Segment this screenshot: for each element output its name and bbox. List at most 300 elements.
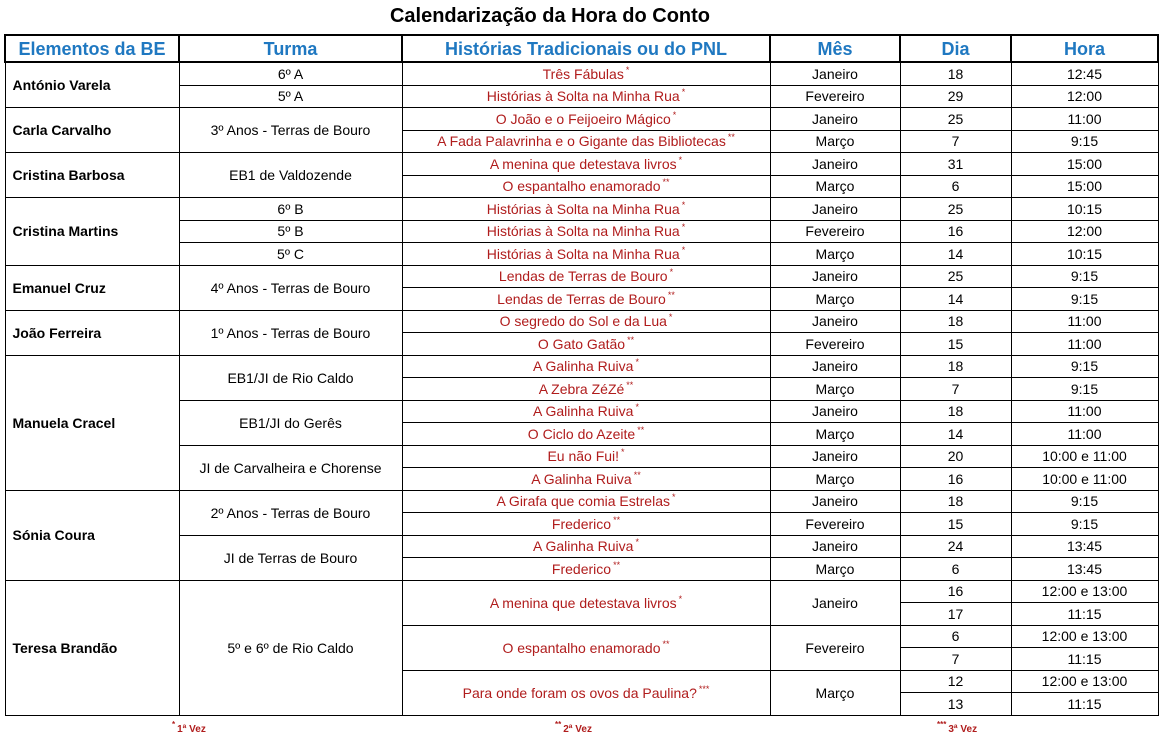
table-cell [900, 243, 1011, 266]
footnote-mark: * [635, 357, 639, 368]
table-body [5, 62, 1158, 715]
cell-text: 29 [947, 88, 964, 105]
table-row [5, 62, 1158, 85]
cell-text: Março [815, 425, 855, 442]
table-cell [770, 310, 900, 333]
table-cell [1011, 693, 1158, 716]
table-cell [1011, 400, 1158, 423]
story-cell [402, 625, 770, 670]
cell-text: Fevereiro [805, 515, 865, 532]
member-name-cell [5, 198, 179, 266]
story-cell [402, 265, 770, 288]
cell-text: A menina que detestava livros [489, 155, 677, 172]
cell-text: Manuela Cracel [12, 414, 116, 431]
table-cell [1011, 580, 1158, 603]
cell-text: Janeiro [812, 403, 858, 420]
cell-text: A Fada Palavrinha e o Gigante das Bibliotecas [437, 133, 726, 150]
cell-text: 16 [947, 470, 964, 487]
member-name-cell [5, 580, 179, 715]
table-row [5, 310, 1158, 333]
table-cell [1011, 558, 1158, 581]
table-cell [1011, 378, 1158, 401]
table-cell [1011, 535, 1158, 558]
cell-text: Janeiro [812, 155, 858, 172]
header-cell: Turma [179, 35, 402, 62]
cell-text: JI de Terras de Bouro [223, 549, 358, 566]
table-cell [179, 85, 402, 108]
cell-text: Fevereiro [805, 335, 865, 352]
cell-text: 5º B [277, 223, 304, 240]
footnote-mark: * [678, 154, 683, 165]
cell-text: A Zebra ZéZé [538, 380, 625, 397]
table-cell [900, 670, 1011, 693]
cell-text: 15 [947, 335, 964, 352]
table-cell [900, 580, 1011, 603]
table-cell [179, 535, 402, 580]
table-cell [900, 535, 1011, 558]
cell-text: 6 [951, 178, 960, 195]
cell-text: 5º e 6º de Rio Caldo [227, 639, 354, 656]
footnote-mark: * [678, 593, 683, 604]
header-cell: Hora [1011, 35, 1158, 62]
cell-text: O Ciclo do Azeite [527, 425, 636, 442]
table-cell [1011, 220, 1158, 243]
cell-text: 6º B [277, 200, 304, 217]
table-cell [770, 355, 900, 378]
cell-text: 12:00 e 13:00 [1041, 673, 1128, 690]
footnote-mark: * [668, 312, 673, 323]
legend-item: *** 3ª Vez [937, 720, 978, 735]
table-cell [770, 445, 900, 468]
cell-text: 9:15 [1070, 358, 1099, 375]
table-cell [770, 175, 900, 198]
cell-text: Janeiro [812, 200, 858, 217]
cell-text: Janeiro [812, 268, 858, 285]
table-cell [900, 85, 1011, 108]
cell-text: 14 [947, 290, 964, 307]
table-cell [770, 62, 900, 85]
table-cell [900, 288, 1011, 311]
table-cell [900, 648, 1011, 671]
cell-text: 18 [947, 403, 964, 420]
header-cell: Elementos da BE [5, 35, 179, 62]
footnote-mark: * [635, 537, 639, 548]
cell-text: Março [815, 560, 855, 577]
footnote-mark: ** [613, 559, 621, 570]
table-cell [900, 513, 1011, 536]
cell-text: Fevereiro [805, 88, 865, 105]
cell-text: João Ferreira [12, 324, 102, 341]
cell-text: O segredo do Sol e da Lua [499, 313, 667, 330]
table-cell [900, 468, 1011, 491]
table-cell [1011, 625, 1158, 648]
cell-text: 10:15 [1066, 245, 1103, 262]
cell-text: 31 [947, 155, 964, 172]
cell-text: O espantalho enamorado [502, 639, 661, 656]
page-title: Calendarização da Hora do Conto [389, 5, 711, 27]
table-cell [770, 153, 900, 176]
table-cell [1011, 445, 1158, 468]
table-cell [1011, 130, 1158, 153]
table-cell [1011, 108, 1158, 131]
table-cell [770, 198, 900, 221]
story-cell [402, 62, 770, 85]
cell-text: 18 [947, 313, 964, 330]
member-name-cell [5, 355, 179, 490]
story-cell [402, 468, 770, 491]
table-row [5, 355, 1158, 378]
table-cell [179, 310, 402, 355]
story-cell [402, 513, 770, 536]
story-cell [402, 558, 770, 581]
cell-text: 18 [947, 358, 964, 375]
story-cell [402, 445, 770, 468]
cell-text: O João e o Feijoeiro Mágico [495, 110, 671, 127]
story-cell [402, 198, 770, 221]
cell-text: 12:00 e 13:00 [1041, 583, 1128, 600]
table-cell [179, 265, 402, 310]
member-name-cell [5, 62, 179, 108]
cell-text: 3º Anos - Terras de Bouro [210, 122, 371, 138]
table-row [5, 580, 1158, 603]
table-cell [1011, 85, 1158, 108]
table-row [5, 265, 1158, 288]
footnote-mark: ** [727, 132, 735, 143]
footnote-mark: * [672, 109, 677, 120]
table-cell [1011, 490, 1158, 513]
story-cell [402, 288, 770, 311]
cell-text: 12 [947, 673, 964, 690]
cell-text: Lendas de Terras de Bouro [497, 290, 666, 307]
cell-text: 24 [947, 538, 964, 555]
table-cell [900, 558, 1011, 581]
table-cell [1011, 265, 1158, 288]
cell-text: Lendas de Terras de Bouro [498, 268, 668, 285]
cell-text: A Girafa que comia Estrelas [496, 493, 670, 510]
table-cell [900, 625, 1011, 648]
story-cell [402, 490, 770, 513]
cell-text: Cristina Martins [12, 223, 119, 240]
cell-text: 11:15 [1067, 650, 1102, 667]
cell-text: 9:15 [1070, 493, 1099, 510]
table-cell [1011, 175, 1158, 198]
table-cell [1011, 670, 1158, 693]
table-cell [770, 288, 900, 311]
table-cell [1011, 153, 1158, 176]
table-cell [1011, 243, 1158, 266]
table-cell [900, 400, 1011, 423]
cell-text: António Varela [12, 77, 111, 93]
cell-text: Março [815, 470, 855, 487]
table-cell [1011, 333, 1158, 356]
cell-text: 25 [947, 200, 964, 217]
table-cell [770, 220, 900, 243]
cell-text: 13:45 [1066, 560, 1103, 577]
table-cell [1011, 513, 1158, 536]
cell-text: 1º Anos - Terras de Bouro [210, 324, 371, 341]
footnote-mark: ** [626, 379, 634, 390]
cell-text: EB1/JI do Gerês [239, 414, 342, 431]
footnote-mark: * [681, 87, 686, 98]
table-cell [179, 490, 402, 535]
cell-text: Janeiro [812, 65, 858, 82]
cell-text: 10:00 e 11:00 [1042, 470, 1127, 487]
table-cell [900, 693, 1011, 716]
table-cell [1011, 423, 1158, 446]
table-cell [770, 490, 900, 513]
table-row [5, 153, 1158, 176]
table-cell [1011, 62, 1158, 85]
header-row [5, 35, 1158, 62]
table-cell [770, 333, 900, 356]
schedule-table [4, 34, 1159, 716]
story-cell [402, 535, 770, 558]
cell-text: 6 [951, 628, 960, 645]
table-cell [179, 243, 402, 266]
cell-text: 6º A [277, 65, 304, 82]
cell-text: Janeiro [812, 313, 858, 330]
table-cell [770, 535, 900, 558]
cell-text: Março [815, 245, 855, 262]
cell-text: 25 [947, 268, 964, 285]
table-cell [770, 378, 900, 401]
table-cell [900, 490, 1011, 513]
table-cell [770, 670, 900, 715]
table-cell [900, 423, 1011, 446]
footnote-mark: ** [667, 289, 675, 300]
cell-text: 11:00 [1067, 425, 1102, 442]
cell-text: Eu não Fui! [547, 448, 620, 465]
story-cell [402, 153, 770, 176]
cell-text: Março [815, 380, 855, 397]
story-cell [402, 243, 770, 266]
cell-text: EB1/JI de Rio Caldo [227, 369, 354, 386]
cell-text: 4º Anos - Terras de Bouro [210, 279, 371, 296]
legend-item: * 1ª Vez [172, 720, 206, 735]
cell-text: 15:00 [1066, 155, 1103, 172]
table-cell [900, 378, 1011, 401]
cell-text: 11:00 [1067, 110, 1102, 127]
table-cell [900, 153, 1011, 176]
table-cell [900, 220, 1011, 243]
story-cell [402, 333, 770, 356]
table-cell [179, 220, 402, 243]
cell-text: 2º Anos - Terras de Bouro [210, 504, 371, 521]
cell-text: 12:45 [1066, 65, 1103, 82]
footnote-mark: ** [662, 638, 670, 649]
table-cell [900, 130, 1011, 153]
cell-text: 15:00 [1066, 178, 1103, 195]
cell-text: 9:15 [1070, 380, 1099, 397]
cell-text: 13:45 [1066, 538, 1103, 555]
table-cell [1011, 310, 1158, 333]
footnote-mark: ** [613, 514, 621, 525]
footnote-mark: * [672, 492, 676, 503]
header-cell: Dia [900, 35, 1011, 62]
table-cell [179, 355, 402, 400]
cell-text: 11:00 [1067, 313, 1102, 330]
cell-text: 7 [951, 650, 960, 667]
story-cell [402, 355, 770, 378]
cell-text: Março [815, 133, 855, 150]
cell-text: JI de Carvalheira e Chorense [199, 459, 382, 476]
cell-text: Emanuel Cruz [12, 279, 106, 296]
cell-text: 10:00 e 11:00 [1042, 448, 1127, 465]
table-cell [900, 175, 1011, 198]
story-cell [402, 85, 770, 108]
table-cell [770, 400, 900, 423]
cell-text: 12:00 [1066, 223, 1103, 240]
cell-text: 18 [947, 65, 964, 82]
table-cell [900, 108, 1011, 131]
footnote-mark: * [681, 244, 686, 255]
cell-text: 7 [951, 133, 960, 150]
cell-text: 25 [947, 110, 964, 127]
cell-text: Março [815, 178, 855, 195]
table-cell [770, 558, 900, 581]
table-cell [770, 513, 900, 536]
header-cell: Histórias Tradicionais ou do PNL [402, 35, 770, 62]
table-cell [1011, 355, 1158, 378]
cell-text: 9:15 [1070, 268, 1099, 285]
table-cell [770, 625, 900, 670]
table-cell [770, 468, 900, 491]
member-name-cell [5, 265, 179, 310]
cell-text: Cristina Barbosa [12, 167, 125, 183]
footnote-mark: * [635, 402, 639, 413]
cell-text: 14 [947, 245, 964, 262]
footnote-mark: * [681, 222, 686, 233]
cell-text: Frederico [551, 560, 612, 577]
table-cell [900, 333, 1011, 356]
table-cell [179, 580, 402, 715]
table-row [5, 108, 1158, 131]
table-cell [900, 62, 1011, 85]
story-cell [402, 175, 770, 198]
table-cell [1011, 468, 1158, 491]
cell-text: Janeiro [812, 493, 858, 510]
header-cell: Mês [770, 35, 900, 62]
member-name-cell [5, 153, 179, 198]
story-cell [402, 580, 770, 625]
cell-text: 15 [947, 515, 964, 532]
table-cell [770, 108, 900, 131]
cell-text: Frederico [551, 515, 612, 532]
cell-text: Janeiro [812, 110, 858, 127]
cell-text: 12:00 [1066, 88, 1103, 105]
cell-text: Sónia Coura [12, 527, 95, 543]
story-cell [402, 423, 770, 446]
cell-text: Carla Carvalho [12, 122, 112, 138]
table-cell [900, 265, 1011, 288]
cell-text: A Galinha Ruiva [531, 470, 632, 487]
member-name-cell [5, 108, 179, 153]
table-cell [900, 355, 1011, 378]
footnote-mark: ** [662, 177, 670, 188]
cell-text: Para onde foram os ovos da Paulina? [462, 684, 697, 701]
table-cell [179, 108, 402, 153]
cell-text: 7 [951, 380, 960, 397]
table-cell [1011, 648, 1158, 671]
cell-text: O Gato Gatão [537, 335, 626, 352]
footnote-mark: ** [627, 334, 635, 345]
cell-text: EB1 de Valdozende [229, 167, 352, 183]
cell-text: Janeiro [812, 594, 858, 611]
cell-text: Três Fábulas [542, 65, 624, 82]
cell-text: 9:15 [1070, 515, 1099, 532]
cell-text: 11:15 [1067, 605, 1102, 622]
cell-text: 11:00 [1067, 335, 1102, 352]
story-cell [402, 220, 770, 243]
cell-text: Histórias à Solta na Minha Rua [486, 200, 680, 217]
cell-text: 9:15 [1070, 290, 1099, 307]
table-cell [179, 153, 402, 198]
story-cell [402, 130, 770, 153]
cell-text: 17 [947, 605, 964, 622]
cell-text: Histórias à Solta na Minha Rua [486, 88, 680, 105]
cell-text: A Galinha Ruiva [533, 403, 634, 420]
cell-text: 11:15 [1067, 695, 1102, 712]
table-cell [1011, 603, 1158, 626]
cell-text: 9:15 [1070, 133, 1099, 150]
story-cell [402, 310, 770, 333]
table-cell [770, 423, 900, 446]
legend [0, 720, 1161, 744]
story-cell [402, 108, 770, 131]
cell-text: 12:00 e 13:00 [1041, 628, 1128, 645]
cell-text: 11:00 [1067, 403, 1102, 420]
table-cell [770, 265, 900, 288]
cell-text: 5º A [277, 88, 304, 105]
cell-text: 10:15 [1066, 200, 1103, 217]
table-cell [770, 130, 900, 153]
table-cell [1011, 288, 1158, 311]
cell-text: A Galinha Ruiva [533, 358, 634, 375]
table-row [5, 490, 1158, 513]
cell-text: Janeiro [812, 538, 858, 555]
cell-text: 6 [951, 560, 960, 577]
table-row [5, 198, 1158, 221]
table-cell [900, 198, 1011, 221]
legend-item: ** 2ª Vez [555, 720, 592, 735]
table-cell [770, 580, 900, 625]
cell-text: Janeiro [812, 358, 858, 375]
cell-text: 14 [947, 425, 964, 442]
member-name-cell [5, 310, 179, 355]
table-cell [770, 85, 900, 108]
table-cell [179, 400, 402, 445]
cell-text: 16 [947, 583, 964, 600]
cell-text: O espantalho enamorado [502, 178, 661, 195]
footnote-mark: * [681, 199, 686, 210]
table-cell [900, 445, 1011, 468]
footnote-mark: * [621, 447, 625, 458]
cell-text: Fevereiro [805, 639, 865, 656]
cell-text: A Galinha Ruiva [533, 538, 634, 555]
cell-text: Teresa Brandão [12, 639, 118, 656]
cell-text: Março [815, 684, 855, 701]
table-cell [179, 198, 402, 221]
cell-text: Histórias à Solta na Minha Rua [486, 223, 680, 240]
footnote-mark: * [625, 64, 630, 75]
story-cell [402, 400, 770, 423]
cell-text: 20 [947, 448, 964, 465]
footnote-mark: * [669, 267, 674, 278]
table-cell [900, 603, 1011, 626]
cell-text: Histórias à Solta na Minha Rua [486, 245, 680, 262]
table-cell [179, 62, 402, 85]
member-name-cell [5, 490, 179, 580]
